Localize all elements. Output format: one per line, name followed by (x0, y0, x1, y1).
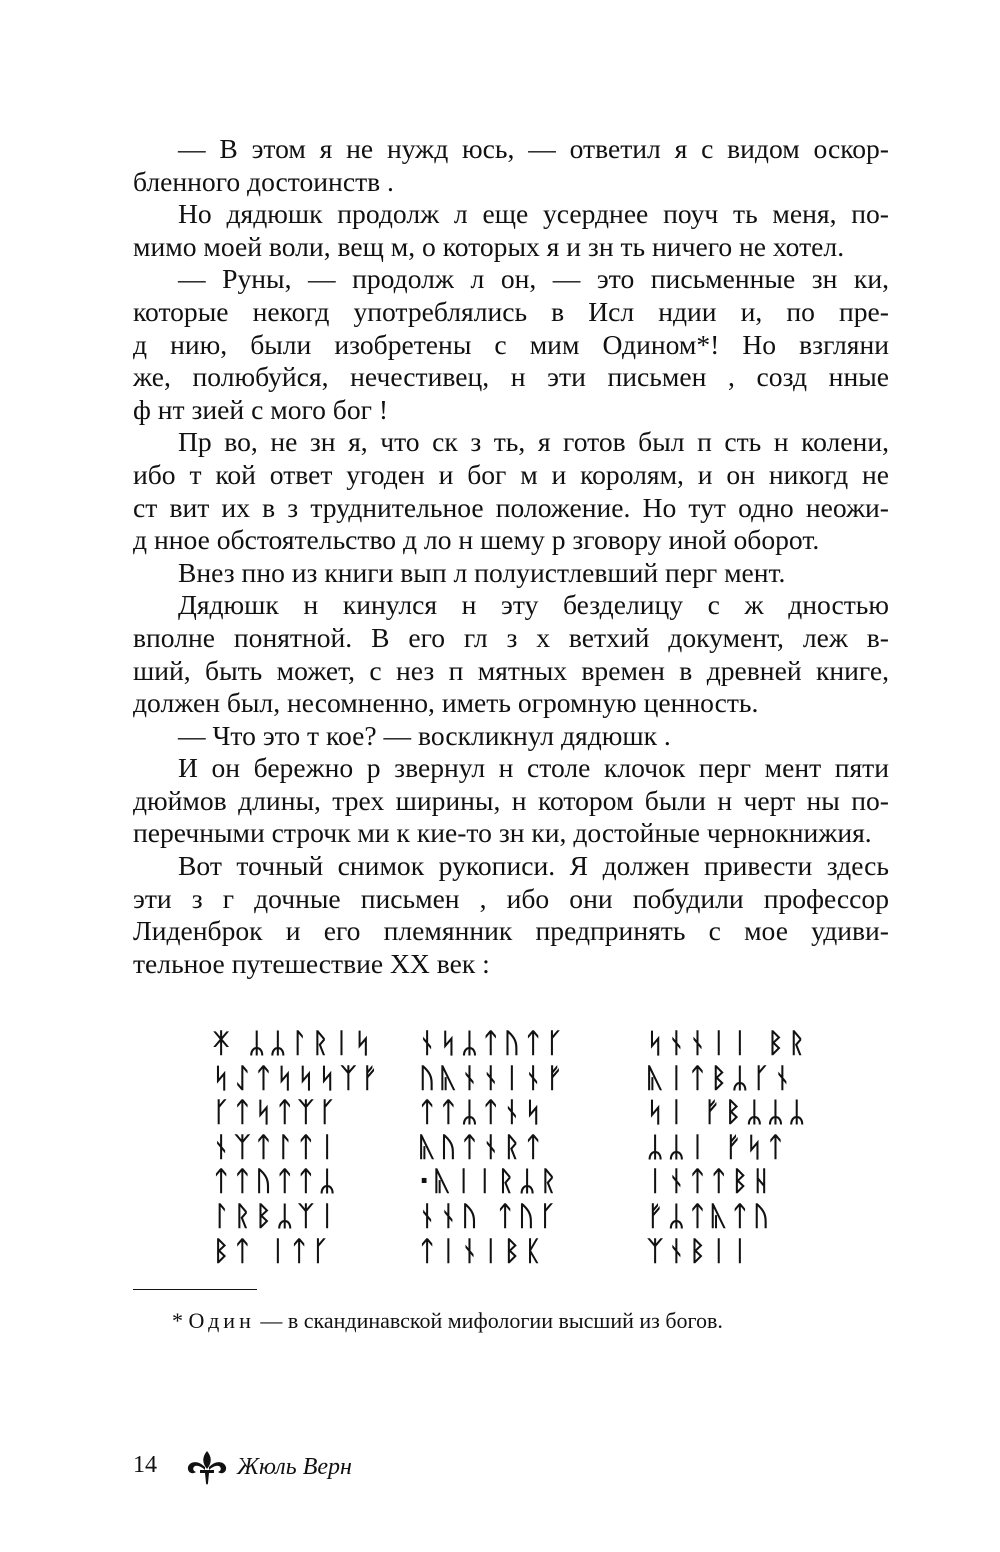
text-line: вполне понятной. В его гл з х ветхий документ, леж в- (133, 621, 889, 653)
text-line: перечными строчк ми к кие-то зн ки, достойные чернокнижия. (133, 817, 872, 849)
rune-row: ·ᚣᛁᛁᚱᛦᚱ (419, 1166, 562, 1198)
text-line: Вот точный снимок рукописи. Я должен привести здесь (178, 850, 889, 882)
page-footer (133, 1448, 533, 1488)
text-line: д нию, были изобретены с мим Одином*! Но взгляни (133, 328, 889, 360)
footnote (172, 1308, 892, 1334)
rune-row: ᛏᛏᛦᛏᚾᛋ (419, 1097, 547, 1129)
text-line: — В этом я не нужд юсь, — ответил я с видом оскор- (178, 133, 889, 164)
rune-row: ᚴᛏᛋᛏᛉᚴ (213, 1097, 341, 1129)
rune-column (419, 1027, 567, 1269)
rune-column (647, 1027, 810, 1269)
footnote-term: Один (188, 1308, 255, 1333)
author-name: Жюль Верн (237, 1454, 352, 1480)
text-line: эти з г дочные письмен , ибо они побудили профессор (133, 882, 889, 914)
rune-row: ᛏᛁᚾᛁᛒᛕ (419, 1235, 547, 1267)
rune-row: ᛏᛏᚢᛏᛏᛦ (213, 1166, 341, 1198)
rune-row: ᛦᛦᛁ ᚠᛋᛏ (647, 1131, 789, 1163)
text-line: ф нт зией с мого бог ! (133, 393, 389, 425)
fleur-de-lis-icon (185, 1448, 229, 1488)
rune-row: ᛉᚾᛒᛁᛁ (647, 1235, 753, 1267)
text-line: Лиденброк и его племянник предпринять с мое удиви- (133, 915, 889, 947)
footnote-marker: * (172, 1308, 189, 1333)
rune-row: ᛋᛇᛏᛋᛋᛋᛉᚠ (213, 1062, 383, 1094)
text-line: — Что это т кое? — воскликнул дядюшк . (178, 719, 671, 751)
rune-row: ᚣᛁᛏᛒᛦᚴᚾ (647, 1062, 796, 1094)
text-line: Дядюшк н кинулся н эту безделицу с ж дностью (178, 589, 889, 621)
text-line: должен был, несомненно, иметь огромную ценность. (133, 687, 759, 719)
text-line: тельное путешествие XX век : (133, 947, 490, 979)
text-line: мимо моей воли, вещ м, о которых я и зн ть ничего не хотел. (133, 230, 845, 262)
text-line: же, полюбуйся, нечестивец, н эти письмен , созд нные (133, 361, 889, 393)
text-line: И он бережно р звернул н столе клочок перг мент пяти (178, 752, 889, 784)
rune-row: ᛋᛁ ᚠᛒᛦᛦᛦ (647, 1097, 810, 1129)
rune-row: ᛡ ᛦᛦᛚᚱᛁᛋ (213, 1028, 376, 1059)
rune-row: ᚢᚣᚾᚾᛁᚾᚠ (419, 1062, 568, 1094)
footnote-divider (133, 1289, 257, 1290)
rune-row: ᛁᚾᛏᛏᛒᚺ (647, 1166, 775, 1198)
text-line: дюймов длины, трех ширины, н котором были н черт ны по- (133, 784, 889, 816)
text-line: которые некогд употреблялись в Исл ндии и, по пре- (133, 295, 889, 327)
text-line: Но дядюшк продолж л еще усерднее поуч ть меня, по- (178, 198, 889, 230)
page-number: 14 (133, 1452, 157, 1478)
rune-row: ᚣᚢᛏᚾᚱᛏ (419, 1131, 547, 1163)
text-line: — Руны, — продолж л он, — это письменные зн ки, (178, 263, 889, 295)
text-line: бленного достоинств . (133, 165, 394, 197)
rune-row: ᚾᚾᚢ ᛏᚢᚴ (419, 1200, 561, 1232)
rune-row: ᛋᚾᚾᛁᛁ ᛒᚱ (647, 1028, 810, 1059)
rune-row: ᛚᚱᛒᛦᛉᛁ (213, 1200, 341, 1232)
text-line: д нное обстоятельство д ло н шему р зговору иной оборот. (133, 524, 820, 556)
text-line: ст вит их в з труднительное положение. Но тут одно неожи- (133, 491, 889, 523)
text-line: ший, быть может, с нез п мятных времен в древней книге, (133, 654, 889, 686)
rune-row: ᚾᛉᛏᛚᛏᛁ (213, 1131, 341, 1163)
text-line: ибо т кой ответ угоден и бог м и королям, и он никогд не (133, 458, 889, 490)
text-line: Внез пно из книги вып л полуистлевший перг мент. (178, 556, 786, 588)
text-line: Пр во, не зн я, что ск з ть, я готов был п сть н колени, (178, 426, 889, 458)
rune-row: ᚾᛋᛦᛏᚢᛏᚴ (419, 1028, 568, 1059)
footnote-text: — в скандинавской мифологии высший из богов. (254, 1308, 723, 1333)
body-text (133, 133, 889, 980)
rune-row: ᛒᛏ ᛁᛏᚴ (213, 1235, 334, 1267)
rune-column (213, 1027, 383, 1269)
rune-row: ᚠᛦᛏᚣᛏᚢ (647, 1200, 775, 1232)
